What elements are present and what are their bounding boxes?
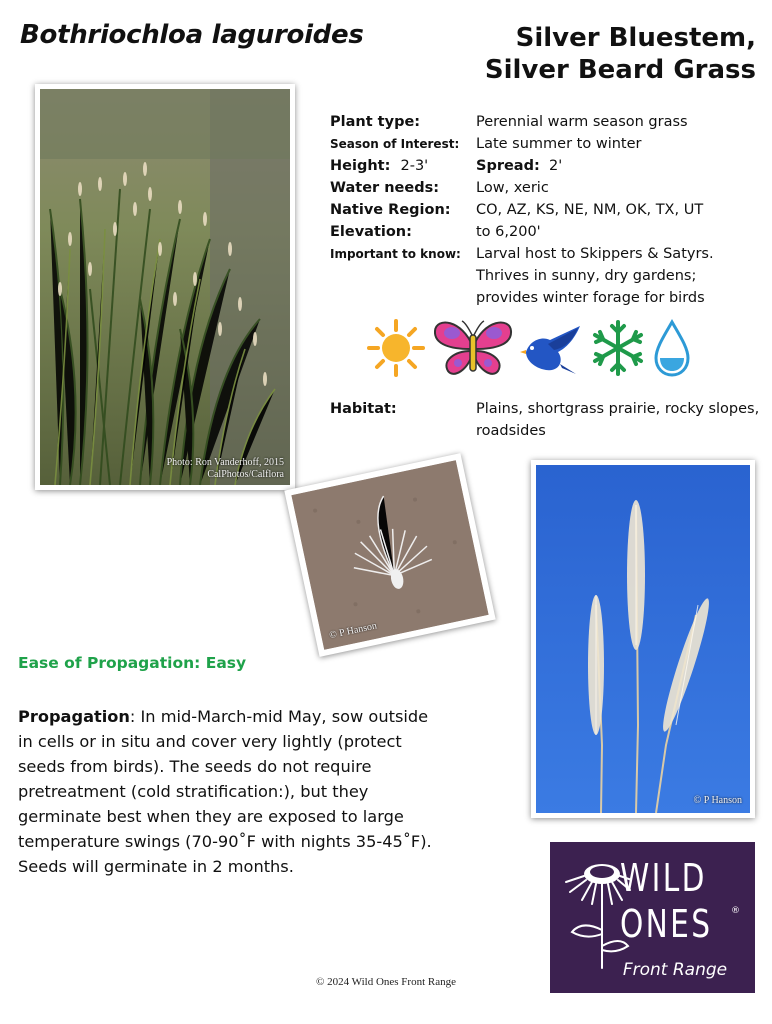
plant-info: [330, 111, 770, 309]
habitat-value: Plains, shortgrass prairie, rocky slopes, roadsides: [476, 401, 760, 439]
habitat-label: Habitat:: [330, 401, 397, 417]
common-name-line2: Silver Beard Grass: [484, 55, 756, 85]
bird-icon: [520, 318, 584, 382]
habitat: [330, 398, 770, 442]
sun-icon: [366, 318, 426, 382]
info-row-elevation: Elevation: to 6,200': [330, 224, 541, 240]
main-photo-credit: Photo: Ron Vanderhoff, 2015 CalPhotos/Calflora: [166, 457, 284, 480]
propagation-text: Propagation: In mid-March-mid May, sow outside in cells or in situ and cover very lightly (protect seeds from birds). The seeds do not require pretreatment (cold stratification:), but they germinate best when they are exposed to large temperature swings (70-90˚F with nights 35-45˚F). Seeds will germinate in 2 months.: [18, 707, 432, 876]
snowflake-icon: [590, 318, 646, 382]
propagation-label: Propagation: [18, 707, 130, 726]
water-drop-icon: [652, 318, 692, 382]
seedhead-image: [536, 465, 750, 813]
grass-clump-image: [40, 89, 290, 485]
logo-ones: ONES: [620, 902, 713, 946]
scientific-name: Bothriochloa laguroides: [20, 20, 364, 50]
seedhead-photo-credit: © P Hanson: [693, 795, 742, 806]
common-name: [426, 22, 756, 86]
logo-wild: WILD: [620, 856, 707, 900]
ease-of-propagation: Ease of Propagation: Easy: [18, 654, 247, 672]
footer-copyright: © 2024 Wild Ones Front Range: [315, 976, 456, 988]
info-row-plant-type: Plant type: Perennial warm season grass: [330, 114, 688, 130]
info-row-height-spread: Height: 2-3' Spread: 2': [330, 158, 563, 174]
seed-photo-credit: © P Hanson: [328, 620, 378, 642]
main-grass-photo: [35, 84, 295, 490]
info-row-water: Water needs: Low, xeric: [330, 180, 549, 196]
info-row-season: Season of Interest: Late summer to winter: [330, 136, 642, 152]
seedhead-photo: [531, 460, 755, 818]
seed-image: [291, 460, 488, 649]
feature-icons: [366, 318, 692, 382]
info-row-important: Important to know: Larval host to Skippers & Satyrs. Thrives in sunny, dry gardens; provides winter forage for birds: [330, 246, 714, 306]
logo-front-range: Front Range: [622, 960, 728, 980]
butterfly-icon: [432, 317, 514, 383]
seed-photo: [284, 453, 495, 657]
wild-ones-logo: [550, 842, 755, 993]
info-row-native: Native Region: CO, AZ, KS, NE, NM, OK, TX, UT: [330, 202, 704, 218]
common-name-line1: Silver Bluestem,: [515, 23, 756, 53]
logo-registered: ®: [731, 906, 740, 916]
